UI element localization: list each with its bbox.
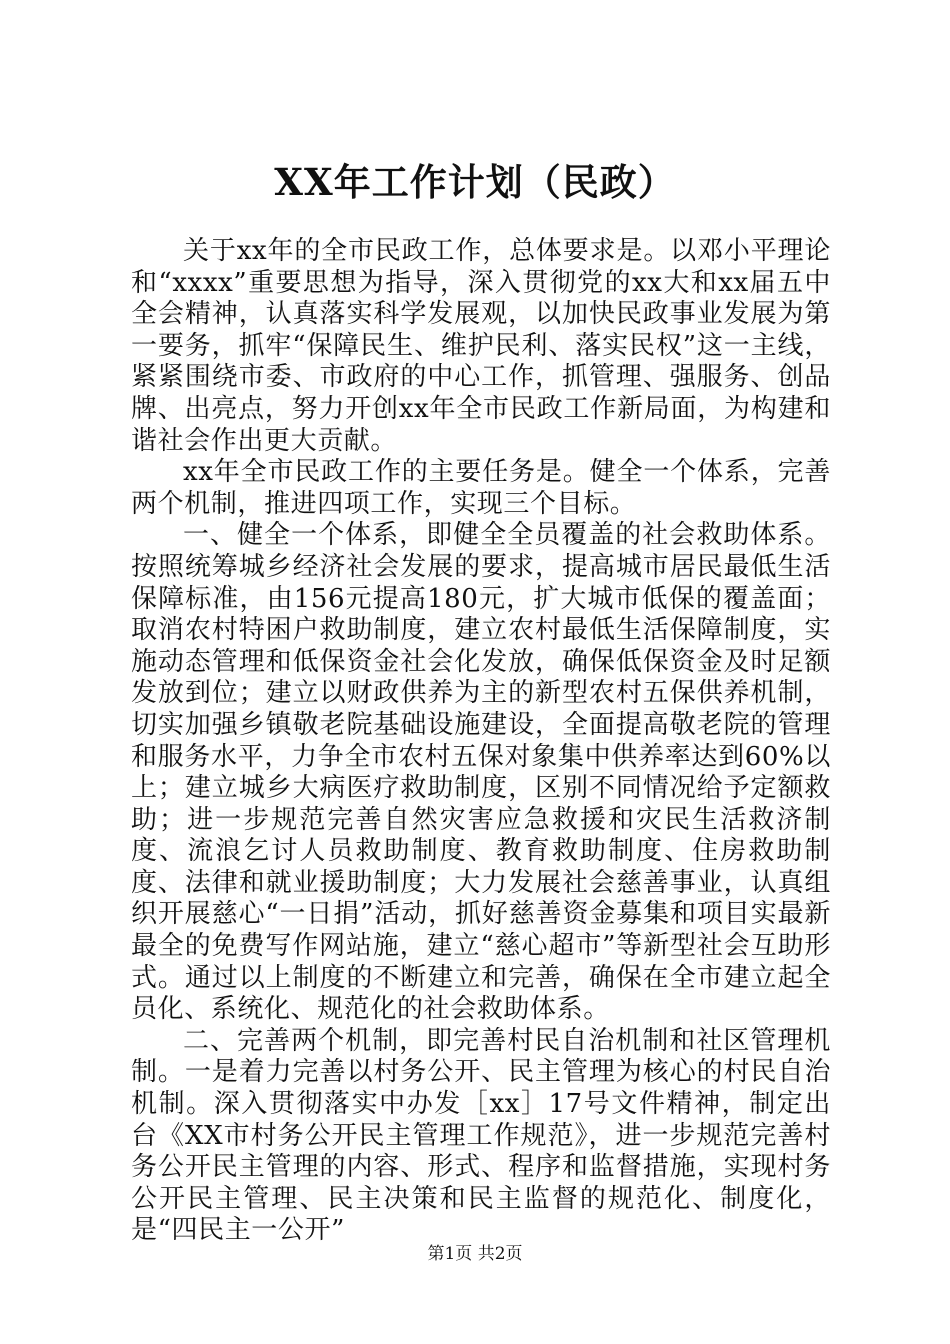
paragraph-section-two: 二、完善两个机制，即完善村民自治机制和社区管理机制。一是着力完善以村务公开、民主管理为核心的村民自治机制。深入贯彻落实中办发［xx］17号文件精神，制定出台《XX市村务公开民主管理工作规范》，进一步规范完善村务公开民主管理的内容、形式、程序和监督措施，实现村务公开民主管理、民主决策和民主监督的规范化、制度化，是“四民主一公开” <box>131 1025 831 1246</box>
paragraph-general-requirements: 关于xx年的全市民政工作，总体要求是。以邓小平理论和“xxxx”重要思想为指导，深入贯彻党的xx大和xx届五中全会精神，认真落实科学发展观，以加快民政事业发展为第一要务，抓牢“保障民生、维护民利、落实民权”这一主线，紧紧围绕市委、市政府的中心工作，抓管理、强服务、创品牌、出亮点，努力开创xx年全市民政工作新局面，为构建和谐社会作出更大贡献。 <box>131 236 831 456</box>
document-body <box>131 236 831 1247</box>
page-footer: 第1页 共2页 <box>427 1244 523 1264</box>
paragraph-main-tasks: xx年全市民政工作的主要任务是。健全一个体系，完善两个机制，推进四项工作，实现三个目标。 <box>131 457 831 519</box>
document-title: XX年工作计划（民政） <box>274 160 676 204</box>
paragraph-section-one: 一、健全一个体系，即健全全员覆盖的社会救助体系。按照统筹城乡经济社会发展的要求，提高城市居民最低生活保障标准，由156元提高180元，扩大城市低保的覆盖面；取消农村特困户救助制度，建立农村最低生活保障制度，实施动态管理和低保资金社会化发放，确保低保资金及时足额发放到位；建立以财政供养为主的新型农村五保供养机制，切实加强乡镇敬老院基础设施建设，全面提高敬老院的管理和服务水平，力争全市农村五保对象集中供养率达到60%以上；建立城乡大病医疗救助制度，区别不同情况给予定额救助；进一步规范完善自然灾害应急救援和灾民生活救济制度、流浪乞讨人员救助制度、教育救助制度、住房救助制度、法律和就业援助制度；大力发展社会慈善事业，认真组织开展慈心“一日捐”活动，抓好慈善资金募集和项目实最新最全的免费写作网站施，建立“慈心超市”等新型社会互助形式。通过以上制度的不断建立和完善，确保在全市建立起全员化、系统化、规范化的社会救助体系。 <box>131 520 831 1025</box>
